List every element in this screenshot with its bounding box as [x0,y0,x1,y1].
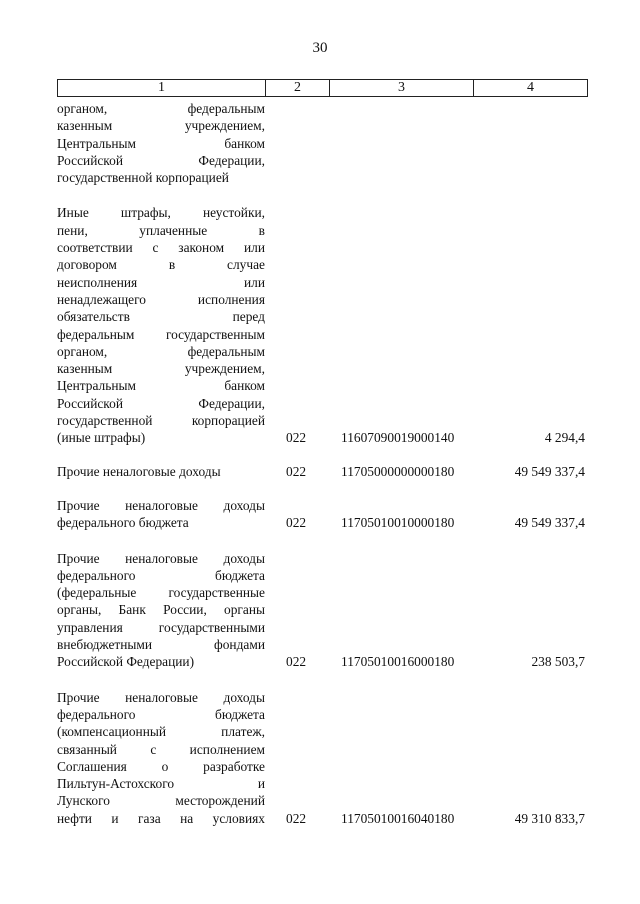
table-row [57,689,587,827]
table-row [57,550,587,671]
name-line: федерального бюджета [57,706,265,722]
name-line: связанный с исполнением [57,741,265,757]
admin-code: 022 [286,430,307,446]
name-line: органом, федеральным [57,101,265,116]
budget-classification-code: 11705010016000180 [341,654,455,670]
name-line: обязательств перед [57,309,265,325]
name-line: Соглашения о разработке [57,758,265,774]
row-name [57,100,265,186]
table-row [57,100,587,186]
name-line: Прочие неналоговые доходы [57,497,265,513]
name-line: федеральным государственным [57,326,265,342]
row-name [57,204,265,446]
row-name [57,689,265,827]
amount-value: 238 503,7 [531,654,585,670]
budget-classification-code: 11705010010000180 [341,515,455,531]
name-line: федерального бюджета [57,567,265,583]
column-header-1: 1 [58,80,266,97]
amount-value: 49 310 833,7 [514,810,585,826]
name-line: Пильтун-Астохского и [57,776,265,792]
column-header-4: 4 [474,80,588,97]
name-line: Российской Федерации, [57,152,265,168]
name-line: органы, Банк России, органы [57,602,265,618]
name-line: (иные штрафы) [57,430,146,446]
name-line: Иные штрафы, неустойки, [57,205,265,221]
name-line: Прочие неналоговые доходы [57,689,265,705]
column-header-row [57,79,588,97]
name-line: Прочие неналоговые доходы [57,463,221,479]
name-line: Российской Федерации, [57,395,265,411]
budget-classification-code: 11705010016040180 [341,810,455,826]
name-line: Прочие неналоговые доходы [57,550,265,566]
budget-classification-code: 11607090019000140 [341,430,455,446]
name-line: казенным учреждением, [57,118,265,134]
name-line: соответствии с законом или [57,240,265,256]
amount-value: 49 549 337,4 [514,463,585,479]
name-line: ненадлежащего исполнения [57,291,265,307]
name-line: Центральным банком [57,135,265,151]
name-line: пени, уплаченные в [57,222,265,238]
name-line: (федеральные государственные [57,585,265,601]
table-body [57,100,587,827]
name-line: казенным учреждением, [57,361,265,377]
column-header-3: 3 [330,80,474,97]
name-line: нефти и газа на условиях [57,810,265,826]
table-row [57,463,587,480]
name-line: государственной корпорацией [57,413,265,429]
admin-code: 022 [286,810,307,826]
name-line: Российской Федерации) [57,654,195,670]
name-line: Центральным банком [57,378,265,394]
name-line: федерального бюджета [57,515,189,531]
row-name [57,550,265,671]
name-line: внебюджетными фондами [57,637,265,653]
admin-code: 022 [286,515,307,531]
amount-value: 4 294,4 [544,430,585,446]
column-header-2: 2 [266,80,330,97]
name-line: органом, федеральным [57,343,265,359]
name-line: управления государственными [57,619,265,635]
table-row [57,497,587,532]
page-number: 30 [312,40,328,56]
budget-classification-code: 11705000000000180 [341,463,455,479]
name-line: Лунского месторождений [57,793,265,809]
name-line: (компенсационный платеж, [57,724,265,740]
name-line: неисполнения или [57,274,265,290]
admin-code: 022 [286,654,307,670]
table-row [57,204,587,446]
row-name [57,463,265,480]
name-line: договором в случае [57,257,265,273]
admin-code: 022 [286,463,307,479]
amount-value: 49 549 337,4 [514,515,585,531]
row-name [57,497,265,532]
name-line: государственной корпорацией [57,170,229,186]
